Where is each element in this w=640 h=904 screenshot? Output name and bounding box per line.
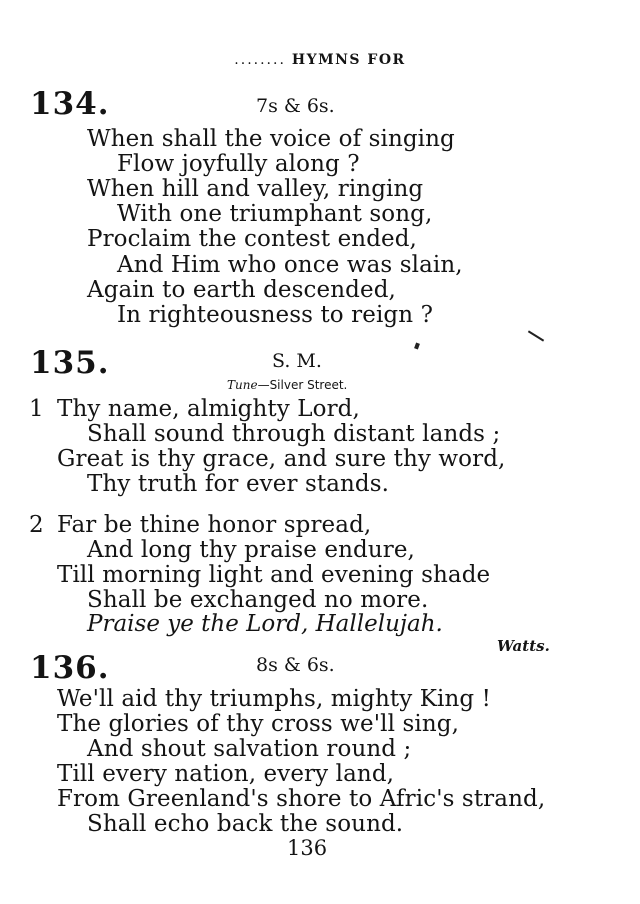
ink-speck <box>414 342 420 349</box>
hymn-134-line-5: Proclaim the contest ended, <box>87 226 417 252</box>
header-title: HYMNS FOR <box>291 52 406 68</box>
hymn-136-number: 136. <box>30 650 110 686</box>
tune-name: —Silver Street. <box>257 378 348 392</box>
hymn-135-v2-line-1: Far be thine honor spread, <box>57 512 372 538</box>
hymn-135-v2-line-2: And long thy praise endure, <box>87 537 415 563</box>
hymn-136-line-3: And shout salvation round ; <box>87 736 412 762</box>
hymn-134-line-2: Flow joyfully along ? <box>117 151 360 177</box>
hymn-135-v1-line-1: Thy name, almighty Lord, <box>57 396 360 422</box>
hymn-134-line-6: And Him who once was slain, <box>117 252 463 278</box>
verse-1-number: 1 <box>29 396 44 422</box>
hymn-135-doxology: Praise ye the Lord, Hallelujah. <box>87 611 443 637</box>
hymn-135-v1-line-4: Thy truth for ever stands. <box>87 471 390 497</box>
hymn-136-meter: 8s & 6s. <box>256 654 335 676</box>
tune-label: Tune <box>227 378 258 392</box>
hymn-136-line-2: The glories of thy cross we'll sing, <box>57 711 460 737</box>
hymn-134-meter: 7s & 6s. <box>256 95 335 117</box>
running-header <box>0 52 640 68</box>
hymn-136-line-5: From Greenland's shore to Afric's strand, <box>57 786 546 812</box>
hymn-135-v2-line-4: Shall be exchanged no more. <box>87 587 429 613</box>
hymn-134-line-4: With one triumphant song, <box>117 201 433 227</box>
hymn-134-line-3: When hill and valley, ringing <box>87 176 424 202</box>
hymn-135-meter: S. M. <box>272 350 322 372</box>
hymn-135-author: Watts. <box>497 637 550 655</box>
hymn-136-line-1: We'll aid thy triumphs, mighty King ! <box>57 686 491 712</box>
hymn-135-v1-line-3: Great is thy grace, and sure thy word, <box>57 446 506 472</box>
hymn-136-line-6: Shall echo back the sound. <box>87 811 404 837</box>
header-leader-dots: ........ <box>234 52 286 68</box>
ink-speck <box>528 330 544 341</box>
page-number: 136 <box>287 836 328 860</box>
hymn-134-number: 134. <box>30 86 110 122</box>
hymn-136-line-4: Till every nation, every land, <box>57 761 395 787</box>
verse-2-number: 2 <box>29 512 44 538</box>
hymn-135-v1-line-2: Shall sound through distant lands ; <box>87 421 501 447</box>
hymn-135-v2-line-3: Till morning light and evening shade <box>57 562 491 588</box>
hymn-135-tune <box>227 378 347 392</box>
hymn-135-number: 135. <box>30 345 110 381</box>
hymn-134-line-8: In righteousness to reign ? <box>117 302 433 328</box>
hymn-134-line-1: When shall the voice of singing <box>87 126 455 152</box>
hymn-134-line-7: Again to earth descended, <box>87 277 396 303</box>
